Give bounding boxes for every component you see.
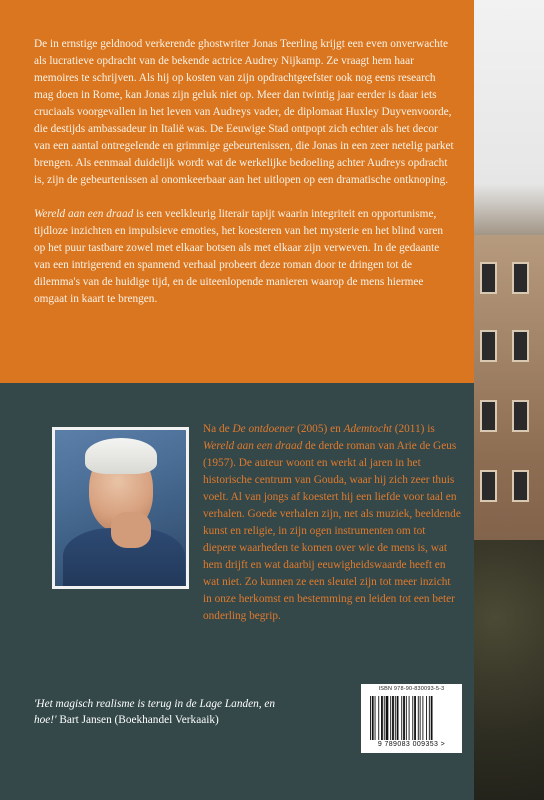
barcode-bar <box>372 696 374 740</box>
barcode-bar <box>401 696 402 740</box>
portrait-hand <box>111 512 151 548</box>
barcode-bar <box>414 696 416 740</box>
barcode-bar <box>384 696 385 740</box>
window-shape <box>512 400 529 432</box>
author-bio <box>203 421 461 625</box>
window-shape <box>480 330 497 362</box>
quote-text: 'Het magisch realisme is terug in de Lage Landen, en hoe!' <box>34 698 276 726</box>
bio-text: Na de <box>203 423 233 435</box>
barcode-bar <box>390 696 391 740</box>
barcode-bar <box>409 696 410 740</box>
barcode-bar <box>431 696 433 740</box>
barcode-bar <box>392 696 394 740</box>
window-shape <box>480 262 497 294</box>
bio-book-title: Wereld aan een draad <box>203 440 303 452</box>
blurb-paragraph-1: De in ernstige geldnood verkerende ghostwriter Jonas Teerling krijgt een even onverwachte als lucratieve opdracht van de bekende actrice Audrey Nijkamp. Ze vraagt hem haar memoires te schrijven. Als hij op kosten van zijn opdrachtgeefster ook nog eens research mag doen in Rome, kan Jonas zijn geluk niet op. Meer dan twintig jaar eerder is daar iets cruciaals voorgevallen in het leven van Audreys vader, de diplomaat Huxley Duyvenvoorde, die destijds ambassadeur in Italië was. De Eeuwige Stad ontpopt zich echter als het decor van een aantal ontregelende en grimmige gebeurtenissen, die Jonas in een zeer netelig parket brengen. Als eenmaal duidelijk wordt wat de werkelijke bedoeling achter Audreys opdracht is, zijn de gebeurtenissen al onomkeerbaar aan het uitlopen op een dramatische ontknoping. <box>34 38 454 186</box>
barcode-bar <box>395 696 396 740</box>
isbn-barcode <box>361 684 462 753</box>
bio-book-title: Ademtocht <box>343 423 392 435</box>
bio-text: de derde roman van Arie de Geus (1957). De auteur woont en werkt al jaren in het historische centrum van Gouda, waar hij zich zeer thuis voelt. Al van jongs af koestert hij een liefde voor taal en verhalen. Goede verhalen zijn, net als muziek, beeldende kunst en religie, in zijn ogen instrumenten om tot diepere waarheden te komen over wie de mens is, wat hem drijft en wat daarbij eeuwigheidswaarde heeft en wat niet. Zo kunnen ze een sleutel zijn tot meer inzicht in onze herkomst en bestemming en leiden tot een beter onderling begrip. <box>203 440 461 622</box>
barcode-bar <box>378 696 379 740</box>
barcode-bar <box>426 696 427 740</box>
barcode-bar <box>397 696 399 740</box>
window-shape <box>512 262 529 294</box>
barcode-bar <box>370 696 371 740</box>
window-shape <box>512 470 529 502</box>
blurb-paragraph-2 <box>34 206 454 308</box>
author-portrait <box>52 427 189 589</box>
portrait-hair <box>85 438 157 474</box>
blurb-paragraph-2-text: is een veelkleurig literair tapijt waarin integriteit en opportunisme, tijdloze inzichten en impulsieve emoties, het koesteren van het mysterie en het blind varen op het puur tastbare zowel met elkaar botsen als met elkaar zijn verweven. In de gedaante van een intrigerend en spannend verhaal probeert deze roman door te dringen tot de dilemma's van de huidige tijd, en de uiteenlopende manieren waarop de mens hiermee omgaat in kaart te brengen. <box>34 208 444 305</box>
barcode-bar <box>375 696 376 740</box>
barcode-number: 9 789083 009353 > <box>377 741 446 748</box>
barcode-bar <box>403 696 405 740</box>
barcode-bar <box>406 696 407 740</box>
tree-foliage <box>474 540 544 800</box>
window-shape <box>480 470 497 502</box>
barcode-bar <box>386 696 389 740</box>
barcode-bar <box>412 696 413 740</box>
quote-attribution: Bart Jansen (Boekhandel Verkaaik) <box>56 714 219 726</box>
review-quote <box>34 696 294 728</box>
book-title-italic: Wereld aan een draad <box>34 208 134 220</box>
barcode-bar <box>422 696 423 740</box>
bio-text: (2011) is <box>391 423 435 435</box>
barcode-bar <box>420 696 421 740</box>
window-shape <box>480 400 497 432</box>
bio-text: (2005) en <box>294 423 344 435</box>
barcode-bar <box>381 696 383 740</box>
isbn-label: ISBN 978-90-830093-5-3 <box>378 686 445 692</box>
book-blurb <box>34 36 454 325</box>
barcode-bars <box>370 696 454 740</box>
barcode-bar <box>429 696 430 740</box>
barcode-bar <box>418 696 419 740</box>
bio-book-title: De ontdoener <box>232 423 295 435</box>
window-shape <box>512 330 529 362</box>
building-photo-strip <box>474 0 544 800</box>
